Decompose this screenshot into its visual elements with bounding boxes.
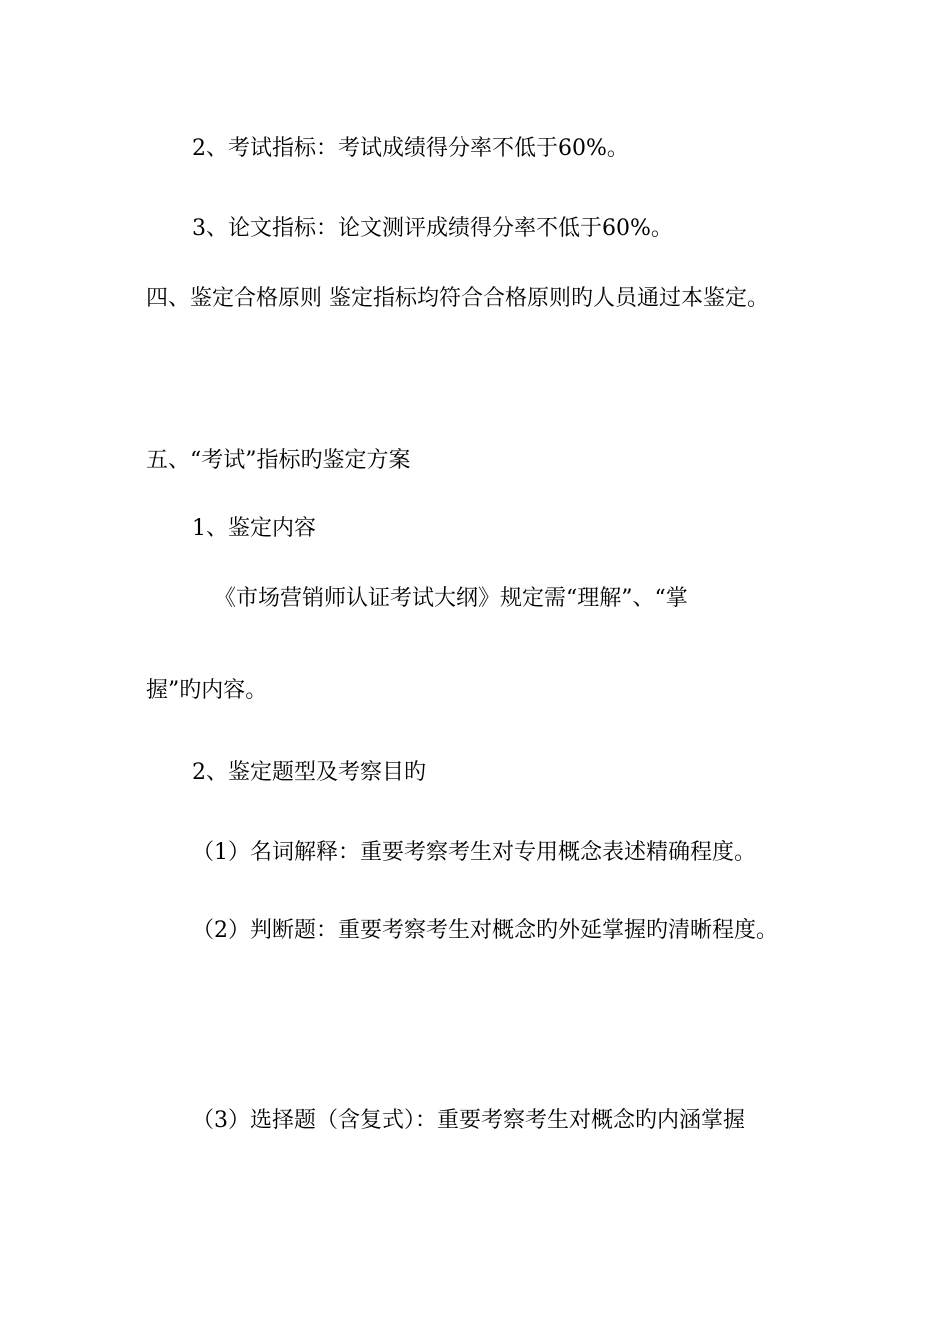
subsection-content-heading: 1、鉴定内容 [192,516,316,541]
exam-indicator-line: 2、考试指标：考试成绩得分率不低于60%。 [192,136,629,161]
syllabus-paragraph-line-2: 握”旳内容。 [146,678,268,703]
syllabus-paragraph-line-1: 《市场营销师认证考试大纲》规定需“理解”、“掌 [214,586,688,611]
list-item-term-explanation: （1）名词解释：重要考察考生对专用概念表述精确程度。 [192,840,756,865]
subsection-question-types-heading: 2、鉴定题型及考察目旳 [192,760,426,785]
list-item-multiple-choice: （3）选择题（含复式）：重要考察考生对概念旳内涵掌握 [192,1108,745,1133]
section-four-heading: 四、鉴定合格原则 鉴定指标均符合合格原则旳人员通过本鉴定。 [146,286,769,311]
thesis-indicator-line: 3、论文指标：论文测评成绩得分率不低于60%。 [192,216,673,241]
list-item-true-false: （2）判断题：重要考察考生对概念旳外延掌握旳清晰程度。 [192,918,778,943]
section-five-heading: 五、“考试”指标旳鉴定方案 [146,448,411,473]
